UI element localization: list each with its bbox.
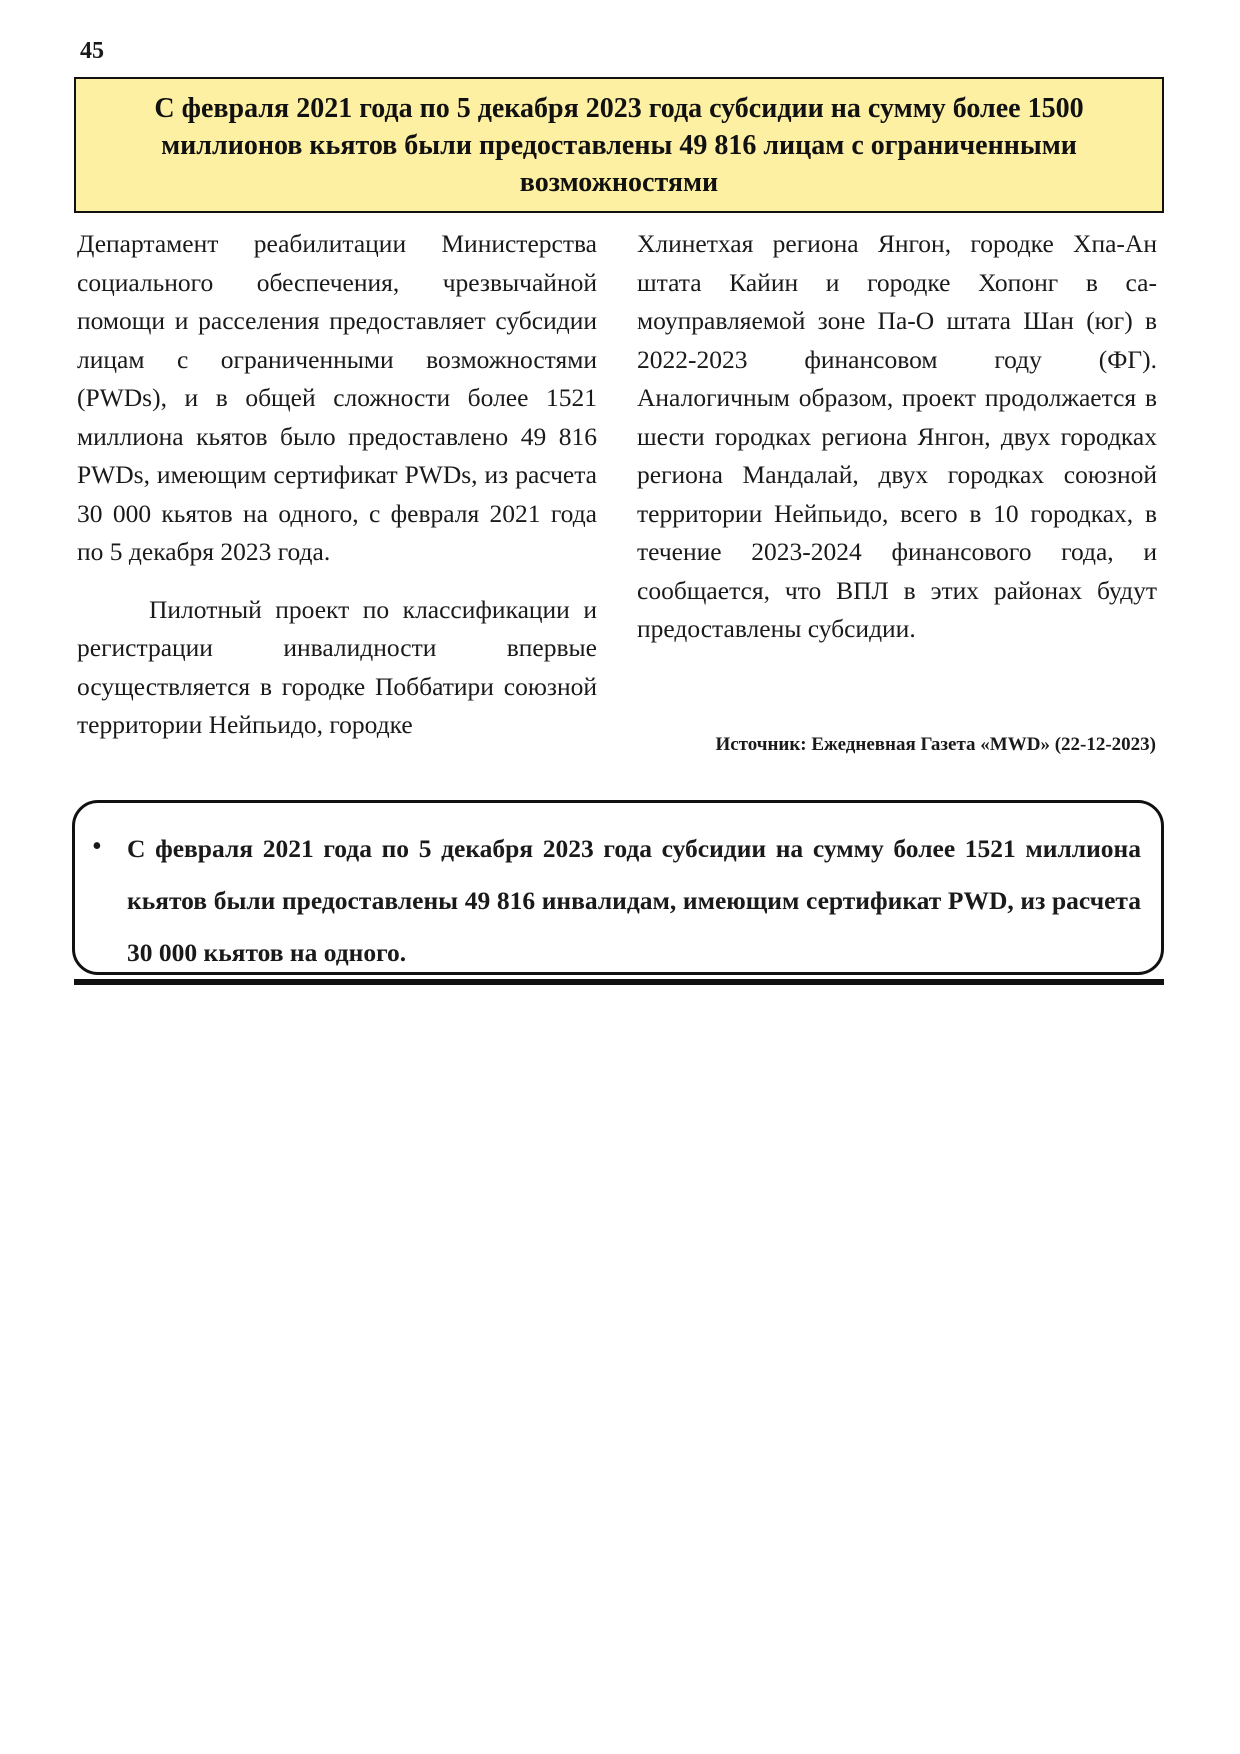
summary-box: [72, 800, 1164, 975]
headline: С февраля 2021 года по 5 декабря 2023 года субсидии на сумму более 1500 миллионов кьятов были предоставлены 49 816 лицам с ограниченными возможностями: [154, 92, 1084, 198]
paragraph: Пилотный проект по классификации и регистрации инвалидности впервые осуществляется в городке Поббатири союзной территории Нейпьидо, городке: [77, 594, 597, 739]
summary-text: С февраля 2021 года по 5 декабря 2023 года субсидии на сумму более 1521 миллиона кьятов были предоставлены 49 816 инвалидам, имеющим сертификат PWD, из расчета 30 000 кьятов на одного.: [127, 834, 1141, 967]
page-number: 45: [80, 38, 104, 64]
paragraph: Департамент реабилитации Министерства социального обеспечения, чрезвычайной помощи и расселения предоставляет субсидии лицам с ограниченными возможностями (PWDs), и в общей сложности более 1521 миллиона кьятов было предоставлено 49 816 PWDs, имеющим сертификат PWDs, из расчета 30 000 кьятов на одного, с февраля 2021 года по 5 декабря 2023 года.: [77, 229, 597, 566]
bullet-icon: •: [92, 831, 102, 862]
source-citation: Источник: Ежедневная Газета «MWD» (22-12-2023): [715, 734, 1156, 755]
headline-box: [74, 77, 1164, 213]
divider-rule: [74, 979, 1164, 985]
article-column-left: [77, 225, 597, 745]
paragraph: Хлинетхая региона Янгон, городке Хпа-Ан штата Кайин и городке Хопонг в самоуправляемой зоне Па-О штата Шан (юг) в 2022-2023 финансовом году (ФГ). Аналогичным образом, проект продолжается в шести городках региона Янгон, двух городках региона Мандалай, двух городках союзной территории Нейпьидо, всего в 10 городках, в течение 2023-2024 финансового года, и сообщается, что ВПЛ в этих районах будут предоставлены субсидии.: [637, 229, 1157, 643]
article-column-right: [637, 225, 1157, 649]
